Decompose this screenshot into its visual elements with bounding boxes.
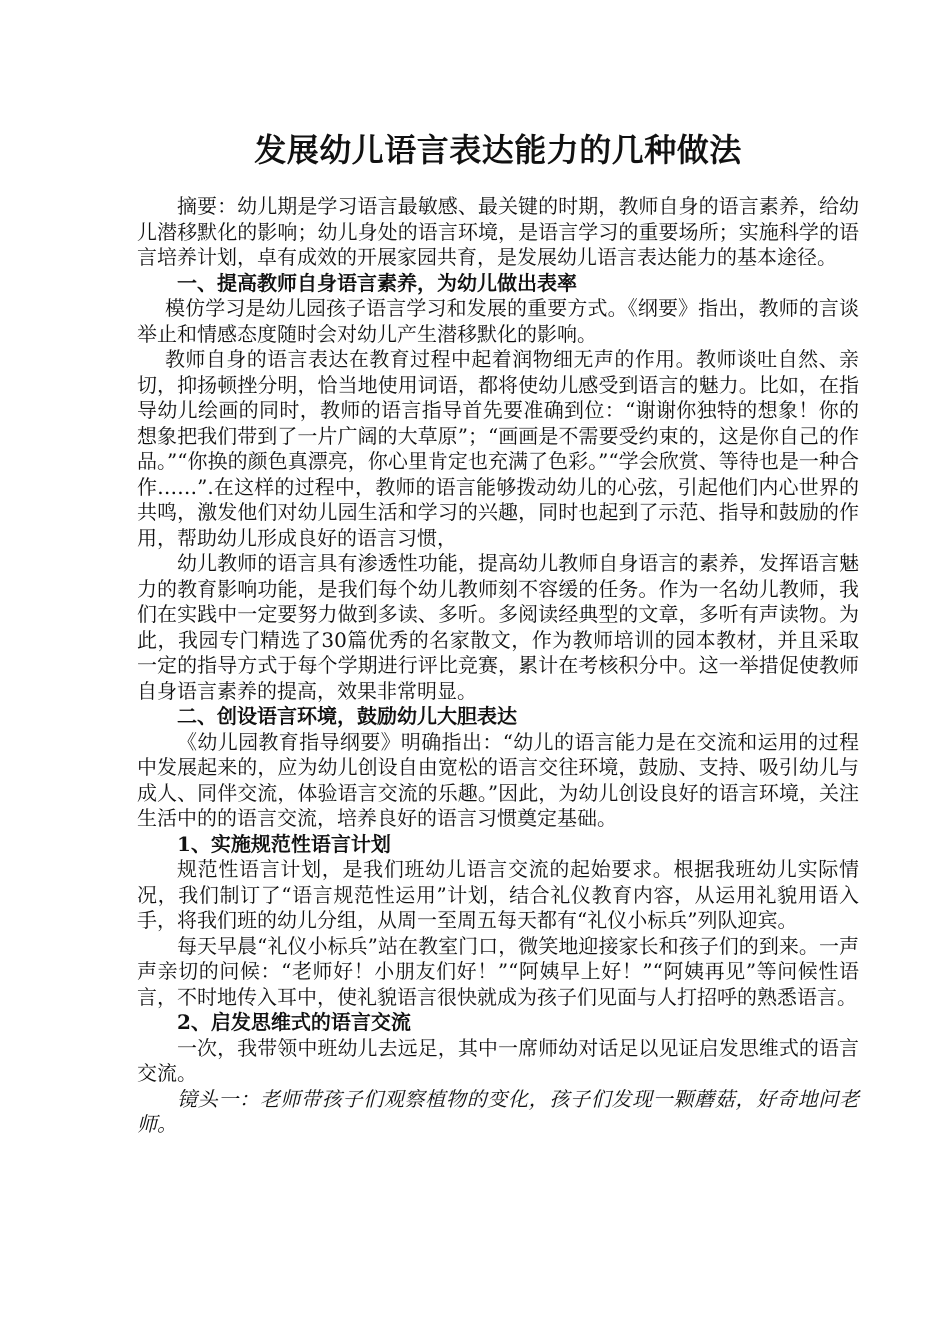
body-paragraph: 模仿学习是幼儿园孩子语言学习和发展的重要方式。《纲要》指出，教师的言谈举止和情感态度随时会对幼儿产生潜移默化的影响。 bbox=[137, 296, 859, 346]
body-paragraph: 幼儿教师的语言具有渗透性功能，提高幼儿教师自身语言的素养，发挥语言魅力的教育影响功能，是我们每个幼儿教师刻不容缓的任务。作为一名幼儿教师，我们在实践中一定要努力做到多读、多听。多阅读经典型的文章，多听有声读物。为此，我园专门精选了30篇优秀的名家散文，作为教师培训的园本教材，并且采取一定的指导方式于每个学期进行评比竞赛，累计在考核积分中。这一举措促使教师自身语言素养的提高，效果非常明显。 bbox=[137, 551, 859, 703]
scene-paragraph: 镜头一：老师带孩子们观察植物的变化，孩子们发现一颗蘑菇，好奇地问老师。 bbox=[137, 1086, 859, 1136]
section-heading-1: 一、提高教师自身语言素养，为幼儿做出表率 bbox=[177, 270, 577, 295]
body-paragraph: 一次，我带领中班幼儿去远足，其中一席师幼对话足以见证启发思维式的语言交流。 bbox=[137, 1035, 859, 1085]
body-paragraph: 教师自身的语言表达在教育过程中起着润物细无声的作用。教师谈吐自然、亲切，抑扬顿挫分明，恰当地使用词语，都将使幼儿感受到语言的魅力。比如，在指导幼儿绘画的同时，教师的语言指导首先要准确到位：“谢谢你独特的想象！你的想象把我们带到了一片广阔的大草原”；“画画是不需要受约束的，这是你自己的作品。”“你换的颜色真漂亮，你心里肯定也充满了色彩。”“学会欣赏、等待也是一种合作……”.在这样的过程中，教师的语言能够拨动幼儿的心弦，引起他们内心世界的共鸣，激发他们对幼儿园生活和学习的兴趣，同时也起到了示范、指导和鼓励的作用，帮助幼儿形成良好的语言习惯， bbox=[137, 347, 859, 550]
section-heading-2: 二、创设语言环境，鼓励幼儿大胆表达 bbox=[177, 704, 517, 728]
body-paragraph: 规范性语言计划，是我们班幼儿语言交流的起始要求。根据我班幼儿实际情况，我们制订了“语言规范性运用”计划，结合礼仪教育内容，从运用礼貌用语入手，将我们班的幼儿分组，从周一至周五每天都有“礼仪小标兵”列队迎宾。 bbox=[137, 857, 859, 932]
body-paragraph: 每天早晨“礼仪小标兵”站在教室门口，微笑地迎接家长和孩子们的到来。一声声亲切的问候：“老师好！小朋友们好！”“阿姨早上好！”“阿姨再见”等问候性语言，不时地传入耳中，使礼貌语言很快就成为孩子们见面与人打招呼的熟悉语言。 bbox=[137, 933, 859, 1009]
document-body bbox=[137, 128, 859, 1138]
body-paragraph: 《幼儿园教育指导纲要》明确指出：“幼儿的语言能力是在交流和运用的过程中发展起来的，应为幼儿创设自由宽松的语言交往环境，鼓励、支持、吸引幼儿与成人、同伴交流，体验语言交流的乐趣。”因此，为幼儿创设良好的语言环境，关注生活中的的语言交流，培养良好的语言习惯奠定基础。 bbox=[137, 729, 859, 830]
abstract-paragraph: 摘要：幼儿期是学习语言最敏感、最关键的时期，教师自身的语言素养，给幼儿潜移默化的影响；幼儿身处的语言环境，是语言学习的重要场所；实施科学的语言培养计划，卓有成效的开展家园共育，是发展幼儿语言表达能力的基本途径。 bbox=[137, 194, 859, 269]
subsection-heading-1: 1、实施规范性语言计划 bbox=[177, 831, 391, 856]
subsection-heading-2: 2、启发思维式的语言交流 bbox=[177, 1010, 411, 1034]
document-title: 发展幼儿语言表达能力的几种做法 bbox=[254, 131, 742, 169]
